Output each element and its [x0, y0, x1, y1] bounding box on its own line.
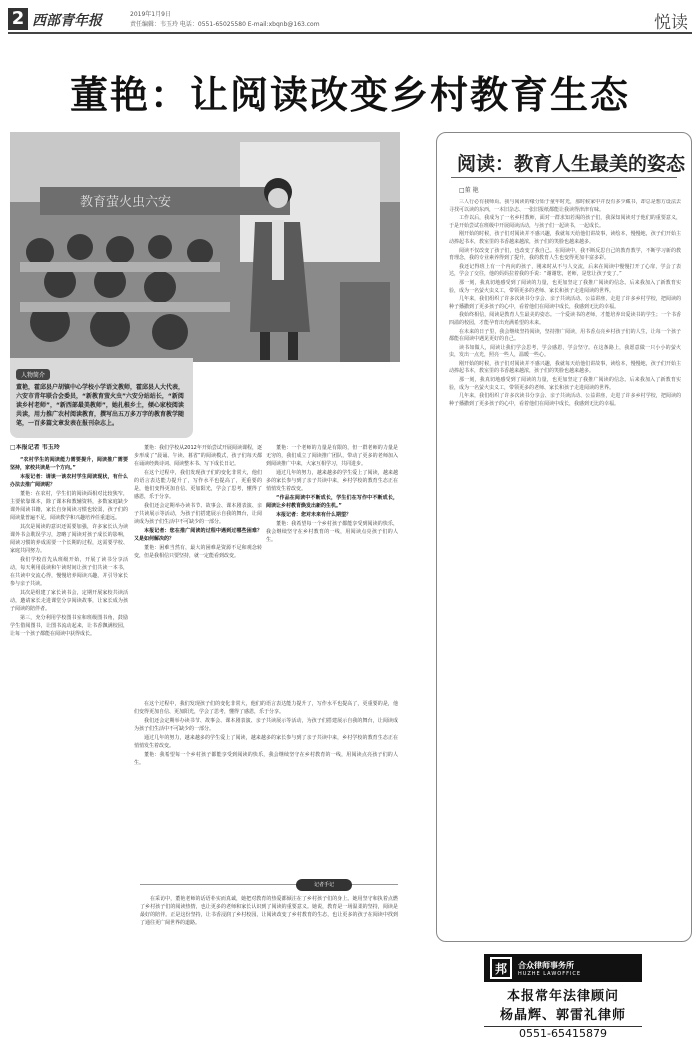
ad-phone: 0551-65415879 [484, 1026, 642, 1040]
section-name: 悦读 [654, 13, 688, 33]
question: 本报记者：您对未来有什么期望？ [276, 512, 352, 518]
paragraph: 通过几年的努力，越来越多的学生爱上了阅读，越来越多的家长参与到了亲子共读中来，乡村学校的教育生态正在悄悄发生着改变。 [266, 470, 398, 492]
ad-firm-name: 合众律师事务所 [518, 960, 574, 970]
pull-quote: “农村学生的阅读能力需要提升，阅读推广需要坚持，家校共读是一个方向。” [10, 457, 128, 471]
article-column-1 [10, 444, 128, 1044]
paragraph: 工作以后，我成为了一名乡村教师，面对一群求知若渴的孩子们，我深知阅读对于他们的重要意义，于是开始尝试在班级中开展阅读活动，与孩子们一起读书，一起成长。 [449, 215, 681, 229]
paragraph: 在这个过程中，我们发现孩子们的变化非常大，他们的语言表达能力提升了，写作水平也提高了，更重要的是，他们变得更加自信、更加阳光，学会了思考，懂得了感恩，乐于分享。 [134, 470, 262, 500]
classroom-photo [10, 132, 400, 362]
paragraph: 阅读不仅改变了孩子们，也改变了我自己。在阅读中，我不断反思自己的教育教学，不断学习新的教育理念，我的专业素养得到了提升，我的教育人生也变得更加丰富多彩。 [449, 247, 681, 262]
pull-quote: “作品在阅读中不断成长，学生们在写作中不断成长，阅读让乡村教育焕发出新的生机。” [266, 495, 398, 509]
paragraph: 董艳：一个老师的力量是有限的，但一群老师的力量是无穷的，我们成立了阅读推广团队，带动了更多的老师加入到阅读推广中来，大家互相学习，共同进步。 [266, 445, 398, 467]
essay-author: □董 艳 [459, 187, 479, 194]
paragraph: 几年来，我们组织了许多次读书分享会、亲子共读活动、公益讲座，走进了许多乡村学校，把阅读的种子播撒到了更多孩子的心中，看着他们在阅读中成长，我感到无比的幸福。 [449, 393, 681, 407]
paragraph: 我们还会定期举办读书节、故事会、课本剧表演、亲子共读展示等活动，为孩子们搭建展示自我的舞台，让阅读成为孩子们生活中不可缺少的一部分。 [134, 503, 262, 525]
essay-body [449, 199, 681, 933]
profile-tag: 人物简介 [16, 369, 50, 380]
ad-line-1: 本报常年法律顾问 [506, 989, 619, 1004]
paragraph: 刚开始的时候，孩子们对阅读并不感兴趣，我就每天给他们讲故事，读绘本，慢慢地，孩子们开始主动捧起书本，教室里的书香越来越浓，孩子们的笑脸也越来越多。 [449, 231, 681, 245]
question: 本报记者：请谈一谈农村学生阅读现状，有什么办法去推广阅读呢？ [10, 474, 128, 488]
page-number: 2 [8, 8, 28, 30]
paragraph: 董艳：困难当然有，最大的困难是资源不足和观念转变，但是我相信只要坚持，就一定能看到改变。 [134, 545, 262, 559]
paragraph: 三人行必有我师焉。我与阅读的缘分始于童年时光，那时候家中并没有多少藏书，却总是想方设法去寻找可以读的东西，一本旧杂志、一张旧报纸都能让我读得津津有味。 [449, 199, 681, 213]
reporter-notes-text: 在采访中，董艳老师的话语朴实而真诚，她把对教育的热爱都倾注在了乡村孩子们的身上。她用坚守和执着点燃了乡村孩子们的阅读热情，也让更多的老师和家长认识到了阅读的重要意义。她说，教育是一场温柔的坚持，阅读是最好的陪伴。正是这份坚持，让书香浸润了乡村校园，让阅读改变了乡村教育的生态，也让更多的孩子在阅读中找到了通往更广阔世界的道路。 [140, 896, 398, 926]
paragraph: 董艳：我希望每一个乡村孩子都能享受到阅读的快乐，我会继续坚守在乡村教育的一线，用阅读点亮孩子们的人生。 [266, 521, 398, 543]
paragraph: 我还记得班上有一个内向的孩子，刚来时从不与人交流，后来在阅读中慢慢打开了心扉，学会了表达，学会了交往，他的妈妈拉着我的手说：“谢谢您，老师，是您让孩子变了。” [449, 263, 681, 278]
paragraph: 我们还会定期举办读书节、故事会、课本剧表演、亲子共读展示等活动，为孩子们搭建展示自我的舞台，让阅读成为孩子们生活中不可缺少的一部分。 [134, 718, 398, 732]
question: 本报记者：您在推广阅读的过程中遇到过哪些困难？又是如何解决的？ [134, 528, 262, 542]
editor-line: 责任编辑：韦玉玲 电话：0551-65025580 E-mail:xbqnb@163.com [130, 21, 320, 28]
paragraph: 我始终相信，阅读是教育人生最美的姿态。一个爱读书的老师，才能培养出爱读书的学生；一个书香四溢的校园，才能孕育出充满希望的未来。 [449, 312, 681, 326]
masthead [8, 6, 692, 34]
profile-sidebar [10, 358, 193, 438]
ad-firm-name-en: HUZHE LAWOFFICE [518, 970, 582, 977]
paper-name: 西部青年报 [32, 13, 102, 29]
paragraph: 读书如做人，阅读让我们学会思考，学会感恩，学会坚守。在这条路上，我愿意做一只小小的萤火虫，发出一点光，照亮一些人，温暖一些心。 [449, 344, 681, 359]
issue-date: 2019年1月9日 [130, 11, 171, 18]
byline: □本报记者 韦玉玲 [10, 444, 60, 451]
law-firm-ad [484, 954, 642, 1044]
article-column-3 [266, 444, 398, 694]
paragraph: 那一刻，我真切地感受到了阅读的力量，也更加坚定了我推广阅读的信念。后来我加入了新教育实验，成为一名萤火虫义工，带领更多的老师、家长和孩子走进阅读的世界。 [449, 279, 681, 294]
paragraph: 几年来，我们组织了许多次读书分享会、亲子共读活动、公益讲座，走进了许多乡村学校，把阅读的种子播撒到了更多孩子的心中，看着他们在阅读中成长，我感到无比的幸福。 [449, 296, 681, 310]
paragraph: 其次是阅读的意识还需要加强，许多家长认为读课外书会耽误学习，忽略了阅读对孩子成长的影响，阅读习惯的养成需要一个长期的过程，这需要学校、家庭共同努力。 [10, 524, 128, 554]
paragraph: 其次是组建了家长读书会，定期开展家校共读活动，邀请家长走进课堂分享阅读故事，让家长成为孩子阅读的陪伴者。 [10, 590, 128, 612]
paragraph: 那一刻，我真切地感受到了阅读的力量，也更加坚定了我推广阅读的信念。后来我加入了新教育实验，成为一名萤火虫义工，带领更多的老师、家长和孩子走进阅读的世界。 [449, 377, 681, 391]
paragraph: 我们学校首先从班级开始，开展了读书分享活动，每天利用晨读和午读时间让孩子们共读一本书，在共读中交流心得，慢慢培养阅读兴趣，并引导家长参与亲子共读。 [10, 557, 128, 587]
banner-text: 教育萤火虫六安 [80, 195, 172, 210]
essay-title-rule [451, 177, 677, 178]
law-firm-logo-icon: 邦 [490, 957, 512, 979]
paragraph: 董艳：我希望每一个乡村孩子都能享受到阅读的快乐，我会继续坚守在乡村教育的一线，用阅读点亮孩子们的人生。 [134, 752, 398, 766]
headline: 董艳：让阅读改变乡村教育生态 [69, 72, 630, 117]
paragraph: 在未来的日子里，我会继续坚持阅读，坚持推广阅读，用书香点亮乡村孩子们的人生，让每一个孩子都能在阅读中遇见更好的自己。 [449, 328, 681, 343]
article-continued [134, 700, 398, 876]
paragraph: 董艳：我们学校从2012年开始尝试开展阅读课程，逐步形成了“晨诵、午读、暮省”的阅读模式，孩子们每天都在诵读经典诗词、阅读整本书、写下成长日记。 [134, 445, 262, 467]
paragraph: 通过几年的努力，越来越多的学生爱上了阅读，越来越多的家长参与到了亲子共读中来，乡村学校的教育生态正在悄悄发生着改变。 [134, 735, 398, 749]
reporter-notes-tag: 记者手记 [296, 879, 352, 891]
ad-line-2: 杨晶辉、郭雷礼律师 [499, 1008, 626, 1023]
profile-text: 董艳，霍邱县户胡镇中心学校小学语文教师，霍邱县人大代表，六安市青年联合会委员，“新教育萤火虫”六安分站站长，“新阅读乡村老师”，“新西部最美教师”，她扎根乡土，倾心家校阅读共读，用力推广农村阅读教育，撰写出五万多万字的教育教学随笔，一百多篇文章发表在报刊杂志上。 [16, 384, 185, 427]
reporter-notes [140, 884, 398, 1039]
paragraph: 董艳：在农村，学生们的阅读面相对比较狭窄，主要依靠课本，除了课本和教辅资料，多数家庭缺少课外阅读书籍，家长自身阅读习惯也较弱，孩子们的阅读量普遍不足，阅读教学和兴趣培养任重道远。 [10, 491, 128, 521]
article-column-2 [134, 444, 262, 694]
paragraph: 在这个过程中，我们发现孩子们的变化非常大，他们的语言表达能力提升了，写作水平也提高了，更重要的是，他们变得更加自信、更加阳光，学会了思考，懂得了感恩，乐于分享。 [134, 701, 398, 715]
paragraph: 第三，充分利用学校图书室和班级图书角，鼓励学生借阅图书，让图书流动起来，让书香飘满校园，让每一个孩子都能在阅读中获得成长。 [10, 615, 128, 637]
essay-title: 阅读：教育人生最美的姿态 [457, 153, 686, 175]
paragraph: 刚开始的时候，孩子们对阅读并不感兴趣，我就每天给他们讲故事，读绘本，慢慢地，孩子们开始主动捧起书本，教室里的书香越来越浓，孩子们的笑脸也越来越多。 [449, 360, 681, 375]
ad-header [484, 954, 642, 982]
essay-column [436, 132, 692, 942]
